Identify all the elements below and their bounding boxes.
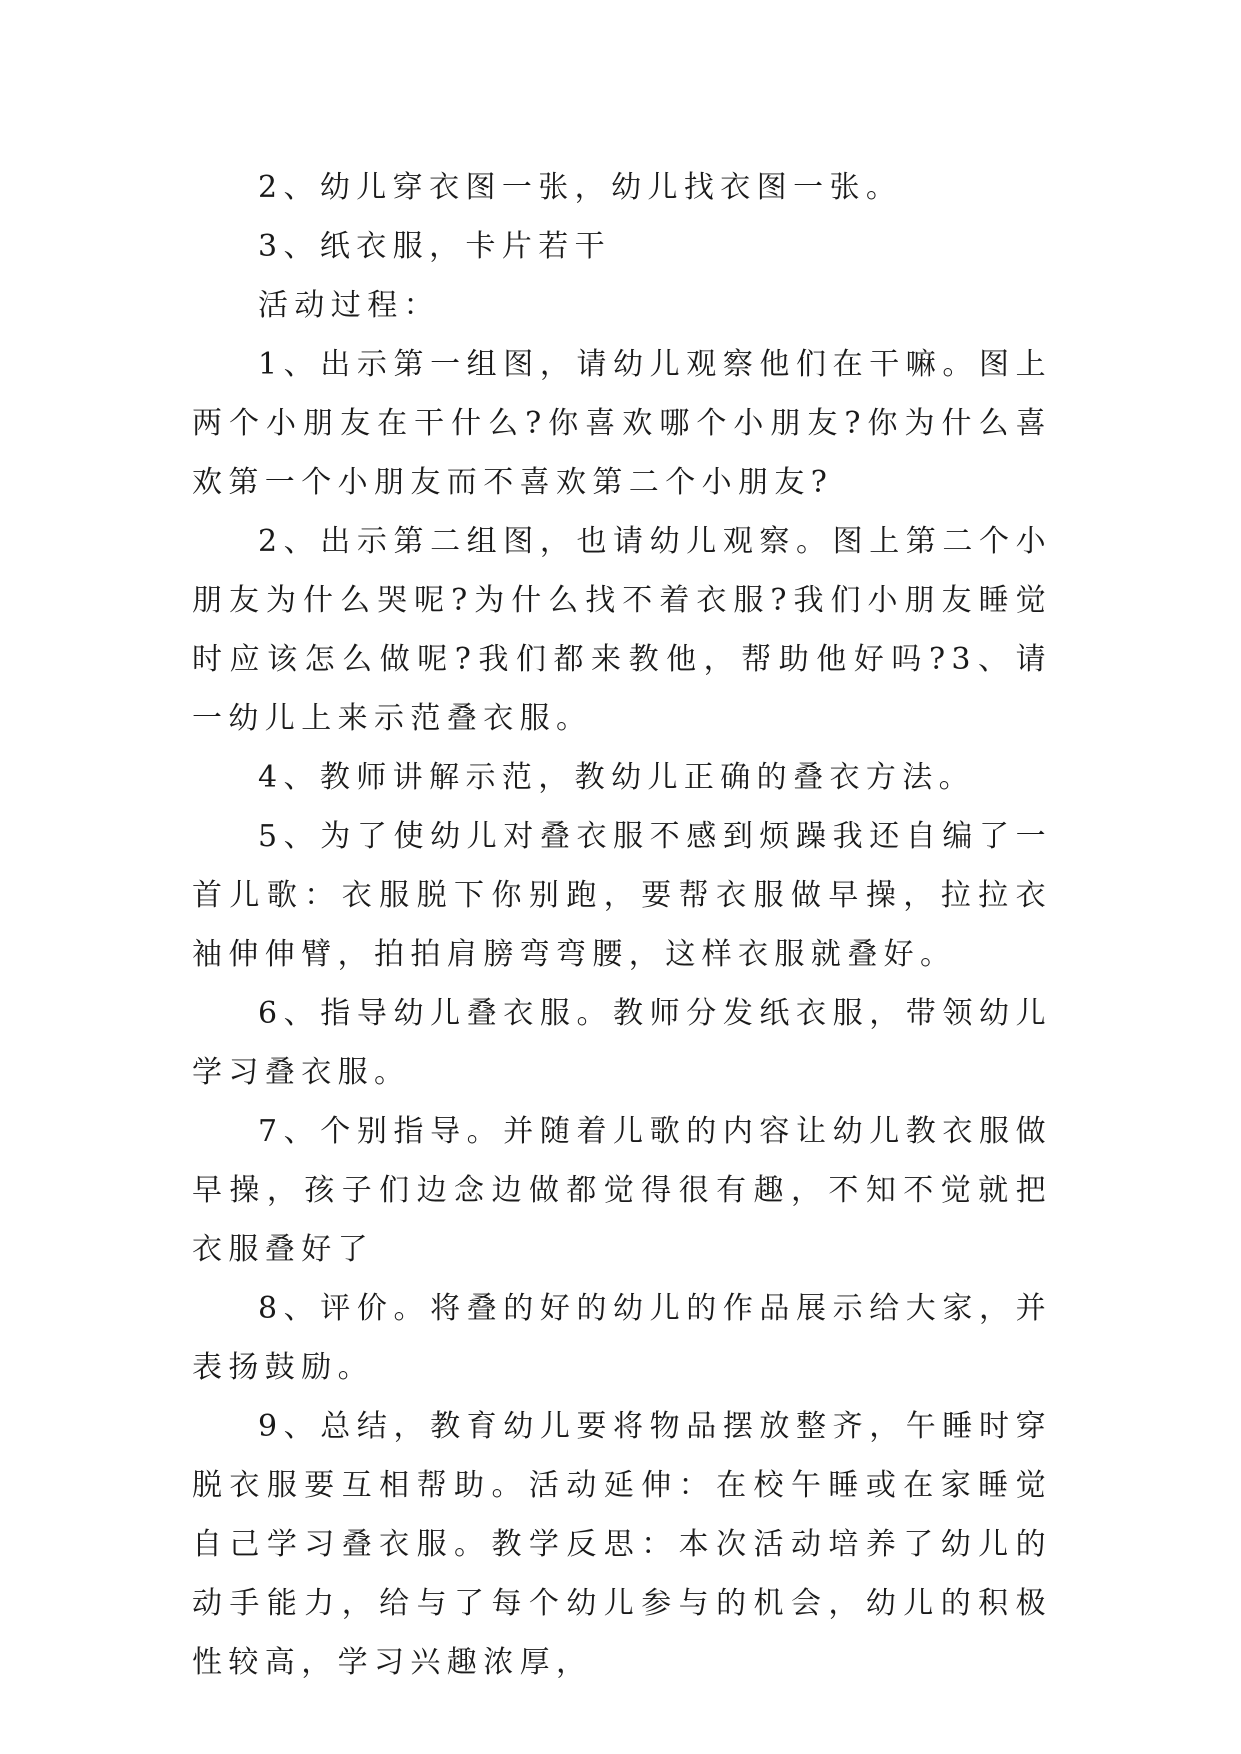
- paragraph-step-7: 7、个别指导。并随着儿歌的内容让幼儿教衣服做早操，孩子们边念边做都觉得很有趣，不知不觉就把衣服叠好了: [192, 1114, 1052, 1267]
- paragraph-materials-2: 2、幼儿穿衣图一张，幼儿找衣图一张。: [258, 170, 903, 205]
- paragraph-step-4: 4、教师讲解示范，教幼儿正确的叠衣方法。: [258, 760, 976, 795]
- paragraph-materials-3: 3、纸衣服，卡片若干: [258, 229, 612, 264]
- section-heading-activity-process: 活动过程：: [258, 288, 440, 323]
- paragraph-step-6: 6、指导幼儿叠衣服。教师分发纸衣服，带领幼儿学习叠衣服。: [192, 996, 1052, 1090]
- paragraph-step-8: 8、评价。将叠的好的幼儿的作品展示给大家，并表扬鼓励。: [192, 1291, 1052, 1385]
- document-body: [192, 158, 1052, 1692]
- paragraph-step-5: 5、为了使幼儿对叠衣服不感到烦躁我还自编了一首儿歌：衣服脱下你别跑，要帮衣服做早操，拉拉衣袖伸伸臂，拍拍肩膀弯弯腰，这样衣服就叠好。: [192, 819, 1052, 972]
- paragraph-step-2: 2、出示第二组图，也请幼儿观察。图上第二个小朋友为什么哭呢?为什么找不着衣服?我们小朋友睡觉时应该怎么做呢?我们都来教他，帮助他好吗?3、请一幼儿上来示范叠衣服。: [192, 524, 1052, 736]
- paragraph-step-9: 9、总结，教育幼儿要将物品摆放整齐，午睡时穿脱衣服要互相帮助。活动延伸：在校午睡或在家睡觉自己学习叠衣服。教学反思：本次活动培养了幼儿的动手能力，给与了每个幼儿参与的机会，幼儿的积极性较高，学习兴趣浓厚，: [192, 1409, 1052, 1680]
- paragraph-step-1: 1、出示第一组图，请幼儿观察他们在干嘛。图上两个小朋友在干什么?你喜欢哪个小朋友?你为什么喜欢第一个小朋友而不喜欢第二个小朋友?: [192, 347, 1052, 500]
